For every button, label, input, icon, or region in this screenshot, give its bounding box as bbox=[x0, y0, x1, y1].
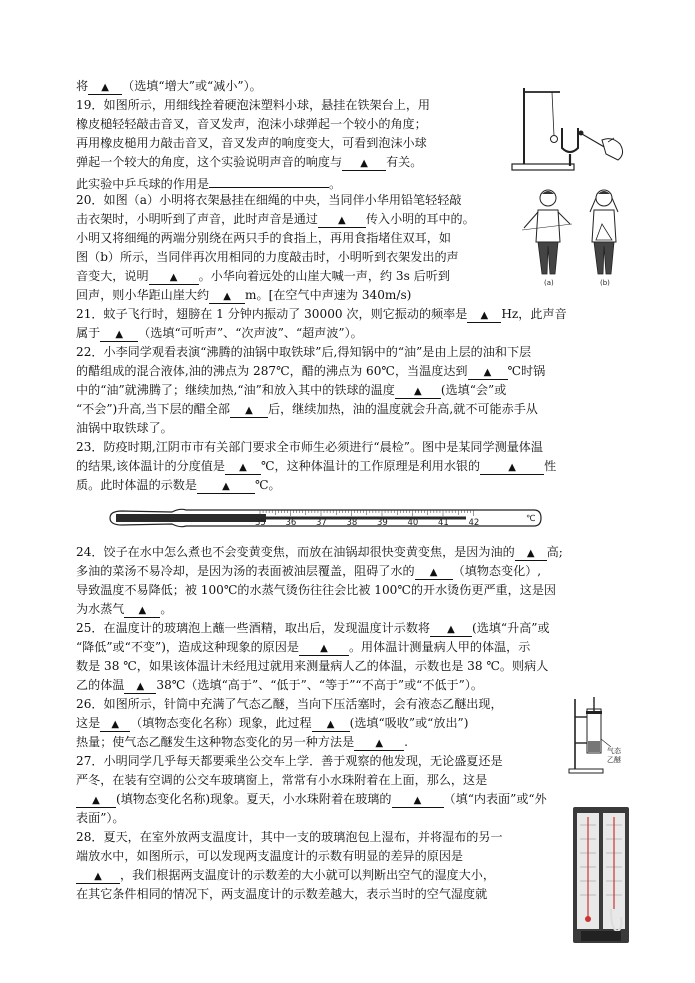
text-segment: （选填“可听声”、“次声波”、“超声波”）。 bbox=[138, 326, 363, 340]
blank-triangle-icon: ▲ bbox=[136, 681, 145, 692]
text-segment: 数是 38 ℃，如果该体温计未经甩过就用来测量病人乙的体温，示数也是 38 ℃。则病人 bbox=[76, 659, 549, 673]
answer-blank[interactable] bbox=[76, 868, 120, 884]
answer-blank[interactable] bbox=[76, 792, 116, 808]
text-segment: (填物态变化名称)现象。夏天，小水珠附着在玻璃的 bbox=[116, 792, 392, 806]
answer-blank[interactable] bbox=[480, 459, 544, 475]
text-line bbox=[76, 381, 506, 400]
text-line bbox=[76, 267, 450, 286]
text-segment: 38℃（选填“高于”、“低于”、“等于”“不高于”或“不低于”）。 bbox=[156, 678, 483, 692]
text-segment: 严冬，在装有空调的公交车玻璃窗上，常常有小水珠附着在上面，那么，这是 bbox=[76, 773, 488, 787]
text-line bbox=[76, 248, 459, 267]
text-line bbox=[76, 543, 563, 562]
figure-b-person bbox=[590, 190, 618, 274]
thermometer-tick-label: 35 bbox=[255, 518, 266, 528]
blank-triangle-icon: ▲ bbox=[508, 462, 516, 473]
answer-blank[interactable] bbox=[354, 735, 404, 751]
text-segment: 在其它条件相同的情况下，两支温度计的示数差越大，表示当时的空气湿度就 bbox=[76, 887, 488, 901]
figure-a-label: (a) bbox=[544, 279, 554, 287]
answer-blank[interactable] bbox=[392, 792, 444, 808]
answer-blank[interactable] bbox=[430, 621, 472, 637]
thermometer-tick-label: 36 bbox=[285, 518, 297, 528]
text-segment: ，我们根据两支温度计的示数差的大小就可以判断出空气的湿度大小， bbox=[120, 868, 495, 882]
answer-blank[interactable] bbox=[209, 288, 245, 304]
text-line bbox=[76, 210, 475, 229]
text-line bbox=[76, 771, 487, 790]
text-line bbox=[76, 343, 531, 362]
text-line bbox=[76, 115, 427, 134]
text-segment: 再用橡皮槌用力敲击音叉，音叉发声的响度变大，可看到泡沫小球 bbox=[76, 136, 427, 150]
answer-blank[interactable] bbox=[225, 459, 261, 475]
text-line bbox=[76, 752, 503, 771]
text-segment: 高; bbox=[546, 545, 563, 559]
text-segment: 这是 bbox=[76, 716, 101, 730]
text-line bbox=[76, 809, 125, 828]
text-segment: 弹起一个较大的角度，这个实验说明声音的响度与 bbox=[76, 155, 343, 169]
thermometer-tick-label: 37 bbox=[316, 518, 327, 528]
thermometer-unit: ℃ bbox=[526, 514, 536, 524]
text-segment: 质。此时体温的示数是 bbox=[76, 478, 197, 492]
text-line bbox=[76, 657, 548, 676]
text-segment: 28．夏天，在室外放两支温度计，其中一支的玻璃泡包上湿布，并将湿布的另一 bbox=[76, 830, 503, 844]
text-segment: 属于 bbox=[76, 326, 101, 340]
text-segment: 表面”）。 bbox=[76, 811, 125, 825]
text-segment: 性 bbox=[544, 459, 557, 473]
text-segment: （填物态变化名称）现象，此过程 bbox=[130, 716, 312, 730]
text-line bbox=[76, 885, 487, 904]
text-segment: “不会”)升高,当下层的醋全部 bbox=[76, 402, 230, 416]
answer-blank[interactable] bbox=[149, 269, 199, 285]
text-line bbox=[76, 438, 543, 457]
answer-blank[interactable] bbox=[468, 364, 508, 380]
text-line bbox=[76, 828, 503, 847]
text-line bbox=[76, 562, 541, 581]
answer-blank[interactable] bbox=[312, 716, 350, 732]
blank-triangle-icon: ▲ bbox=[483, 367, 492, 378]
text-segment: 的醋组成的混合液体,油的沸点为 287℃，醋的沸点为 60℃，当温度达到 bbox=[76, 364, 468, 378]
text-segment: ℃。 bbox=[254, 478, 281, 492]
text-segment: 音变大，说明 bbox=[76, 269, 149, 283]
text-line bbox=[76, 457, 556, 476]
blank-triangle-icon: ▲ bbox=[223, 291, 231, 302]
blank-triangle-icon: ▲ bbox=[94, 871, 102, 882]
text-segment: 油锅中取铁球了。 bbox=[76, 421, 173, 435]
blank-triangle-icon: ▲ bbox=[413, 795, 422, 806]
text-segment: 中的“油”就沸腾了；继续加热,“油”和放入其中的铁球的温度 bbox=[76, 383, 395, 397]
clinical-thermometer-figure bbox=[108, 504, 548, 534]
text-segment: 导致温度不易降低；被 100℃的水蒸气烫伤往往会比被 100℃的开水烫伤更严重，这是因 bbox=[76, 583, 557, 597]
blank-triangle-icon: ▲ bbox=[222, 481, 230, 492]
thermometer-tick-label: 41 bbox=[438, 518, 449, 528]
blank-triangle-icon: ▲ bbox=[413, 386, 422, 397]
text-segment: 后，继续加热，油的温度就会升高,就不可能赤手从 bbox=[267, 402, 538, 416]
text-segment: 为水蒸气 bbox=[76, 602, 125, 616]
text-line bbox=[76, 362, 545, 381]
blank-triangle-icon: ▲ bbox=[92, 795, 100, 806]
ether-label-line1: 气态 bbox=[607, 747, 621, 755]
text-line bbox=[76, 847, 463, 866]
thermometer-tick-label: 40 bbox=[407, 518, 419, 528]
answer-blank[interactable] bbox=[467, 307, 501, 323]
text-segment: 橡皮槌轻轻敲击音叉，音叉发声，泡沫小球弹起一个较小的角度； bbox=[76, 117, 427, 131]
blank-triangle-icon: ▲ bbox=[169, 272, 178, 283]
thermometer-tick-label: 42 bbox=[468, 518, 480, 528]
text-segment: ℃，这种体温计的工作原理是利用水银的 bbox=[260, 459, 481, 473]
text-segment: ℃时锅 bbox=[507, 364, 546, 378]
blank-triangle-icon: ▲ bbox=[239, 462, 247, 473]
answer-blank[interactable] bbox=[124, 678, 156, 694]
blank-triangle-icon: ▲ bbox=[320, 643, 328, 654]
text-line bbox=[76, 638, 530, 657]
text-line bbox=[76, 153, 422, 172]
text-line bbox=[76, 676, 483, 695]
text-line bbox=[76, 790, 547, 809]
text-segment: 26．如图所示，针筒中充满了气态乙醚，当向下压活塞时，会有液态乙醚出现， bbox=[76, 697, 503, 711]
answer-blank[interactable] bbox=[318, 212, 366, 228]
answer-blank[interactable] bbox=[299, 640, 349, 656]
text-line bbox=[76, 581, 556, 600]
answer-blank[interactable] bbox=[100, 716, 130, 732]
answer-blank[interactable] bbox=[515, 545, 547, 561]
text-segment: 24．饺子在水中怎么煮也不会变黄变焦，而放在油锅却很快变黄变焦，是因为油的 bbox=[76, 545, 515, 559]
text-segment: 有关。 bbox=[386, 155, 423, 169]
text-segment: 端放水中，如图所示，可以发现两支温度计的示数有明显的差异的原因是 bbox=[76, 849, 464, 863]
text-line bbox=[76, 400, 538, 419]
text-segment: 。 bbox=[160, 602, 173, 616]
text-segment: 25．在温度计的玻璃泡上蘸一些酒精，取出后，发现温度计示数将 bbox=[76, 621, 431, 635]
blank-triangle-icon: ▲ bbox=[526, 548, 535, 559]
text-segment: 此实验中乒乓球的作用是 bbox=[76, 177, 210, 191]
hanger-sound-figure bbox=[520, 184, 632, 290]
text-segment: 图（b）所示，当同伴再次用相同的力度敲击时，小明听到衣架发出的声 bbox=[76, 250, 459, 264]
blank-triangle-icon: ▲ bbox=[429, 567, 438, 578]
text-line bbox=[76, 619, 550, 638]
text-line bbox=[76, 305, 567, 324]
text-line bbox=[76, 286, 411, 305]
text-segment: Hz，此声音 bbox=[501, 307, 567, 321]
text-segment: 多油的菜汤不易冷却，是因为汤的表面被油层覆盖，阻碍了水的 bbox=[76, 564, 415, 578]
answer-blank[interactable] bbox=[415, 564, 453, 580]
text-line bbox=[76, 476, 281, 495]
text-line bbox=[76, 134, 427, 153]
thermometer-tick-label: 39 bbox=[377, 518, 388, 528]
blank-triangle-icon: ▲ bbox=[111, 719, 120, 730]
text-line bbox=[76, 96, 430, 115]
text-segment: 将 bbox=[76, 79, 89, 93]
blank-triangle-icon: ▲ bbox=[480, 310, 489, 321]
answer-blank[interactable] bbox=[197, 478, 255, 494]
text-segment: 23．防疫时期,江阴市市有关部门要求全市师生必须进行“晨检”。图中是某同学测量体温 bbox=[76, 440, 543, 454]
text-segment: 的结果,该体温计的分度值是 bbox=[76, 459, 225, 473]
text-segment: 小明又将细绳的两端分别绕在两只手的食指上，再用食指堵住双耳，如 bbox=[76, 231, 451, 245]
blank-triangle-icon: ▲ bbox=[326, 719, 335, 730]
answer-blank[interactable] bbox=[395, 383, 441, 399]
text-line bbox=[76, 229, 451, 248]
text-segment: 击衣架时，小明听到了声音，此时声音是通过 bbox=[76, 212, 318, 226]
text-segment: 传入小明的耳中的。 bbox=[365, 212, 475, 226]
text-segment: 21．蚊子飞行时，翅膀在 1 分钟内振动了 30000 次，则它振动的频率是 bbox=[76, 307, 468, 321]
text-line bbox=[76, 714, 468, 733]
answer-blank[interactable] bbox=[342, 155, 386, 171]
text-segment: 27．小明同学几乎每天都要乘坐公交车上学．善于观察的他发现，无论盛夏还是 bbox=[76, 754, 503, 768]
answer-blank[interactable] bbox=[209, 172, 329, 188]
figure-b-label: (b) bbox=[600, 279, 610, 287]
answer-blank[interactable] bbox=[88, 79, 122, 95]
blank-triangle-icon: ▲ bbox=[447, 624, 455, 635]
text-line bbox=[76, 77, 262, 96]
text-segment: 回声，则小华距山崖大约 bbox=[76, 288, 210, 302]
text-segment: （填“内表面”或“外 bbox=[443, 792, 547, 806]
text-segment: 22．小李同学观看表演“沸腾的油锅中取铁球”后,得知锅中的“油”是由上层的油和下层 bbox=[76, 345, 532, 359]
text-segment: （填物态变化）, bbox=[452, 564, 542, 578]
text-segment: m。[在空气中声速为 340m/s) bbox=[245, 288, 412, 302]
answer-blank[interactable] bbox=[124, 602, 160, 618]
thermometer-tick-label: 38 bbox=[346, 518, 358, 528]
text-segment: 热量；使气态乙醚发生这种物态变化的另一种方法是 bbox=[76, 735, 355, 749]
answer-blank[interactable] bbox=[230, 402, 268, 418]
syringe-ether-figure bbox=[567, 695, 629, 775]
answer-blank[interactable] bbox=[100, 326, 138, 342]
text-segment: 乙的体温 bbox=[76, 678, 125, 692]
text-segment: （选填“增大”或“减小”）。 bbox=[122, 79, 262, 93]
text-segment: (选填“会”或 bbox=[440, 383, 507, 397]
text-segment: 。小华向着远处的山崖大喊一声，约 3s 后听到 bbox=[198, 269, 450, 283]
text-segment: 20．如图（a）小明将衣架悬挂在细绳的中央，当同伴小华用铅笔轻轻敲 bbox=[76, 193, 462, 207]
blank-triangle-icon: ▲ bbox=[138, 605, 147, 616]
blank-triangle-icon: ▲ bbox=[115, 329, 124, 340]
text-line bbox=[76, 733, 408, 752]
text-segment: “降低”或“不变”)，造成这种现象的原因是 bbox=[76, 640, 299, 654]
ether-label-line2: 乙醚 bbox=[607, 756, 621, 764]
blank-triangle-icon: ▲ bbox=[245, 405, 253, 416]
text-segment: (选填“升高”或 bbox=[472, 621, 550, 635]
figure-a-person bbox=[522, 190, 572, 274]
text-line bbox=[76, 191, 461, 210]
text-segment: 。 bbox=[329, 177, 342, 191]
blank-triangle-icon: ▲ bbox=[360, 158, 368, 169]
blank-triangle-icon: ▲ bbox=[101, 82, 109, 93]
text-segment: (选填“吸收”或“放出”) bbox=[349, 716, 469, 730]
text-segment: . bbox=[404, 735, 409, 749]
text-line bbox=[76, 866, 495, 885]
text-line bbox=[76, 600, 173, 619]
text-line bbox=[76, 695, 503, 714]
text-line bbox=[76, 324, 363, 343]
text-segment: 。用体温计测量病人甲的体温，示 bbox=[348, 640, 531, 654]
text-segment: 19．如图所示，用细线拴着硬泡沫塑料小球，悬挂在铁架台上，用 bbox=[76, 98, 431, 112]
blank-triangle-icon: ▲ bbox=[375, 738, 384, 749]
blank-triangle-icon: ▲ bbox=[338, 215, 346, 226]
tuning-fork-figure bbox=[510, 82, 632, 174]
text-line bbox=[76, 419, 173, 438]
hygrometer-figure bbox=[571, 805, 631, 945]
